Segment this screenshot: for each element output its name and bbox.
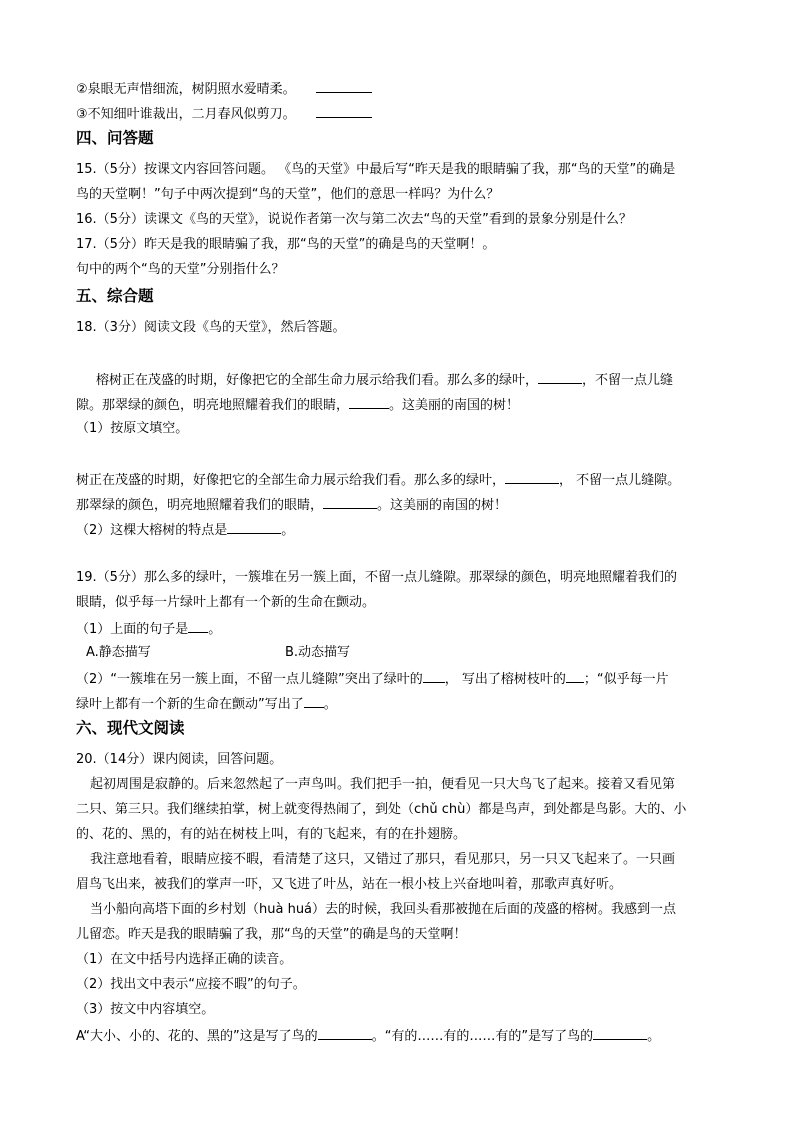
answer-blank[interactable] xyxy=(227,521,281,534)
question-15-line-1: 15.（5分）按课文内容回答问题。 《鸟的天堂》中最后写“昨天是我的眼睛骗了我，那“鸟的天堂”的确是 xyxy=(76,162,676,177)
poem-item-2: ②泉眼无声惜细流，树阴照水爱晴柔。 xyxy=(76,80,372,98)
q20-sub-3: （3）按文中内容填空。 xyxy=(76,1002,215,1017)
article-line-2: 二只、第三只。我们继续拍掌，树上就变得热闹了，到处（chǔ chù）都是鸟声，到处都是鸟影。大的、小 xyxy=(76,802,687,817)
passage-line-1: 榕树正在茂盛的时期，好像把它的全部生命力展示给我们看。那么多的绿叶， ，不留一点儿缝 xyxy=(96,373,674,388)
answer-blank[interactable] xyxy=(304,695,324,708)
answer-blank[interactable] xyxy=(505,471,559,484)
article-line-6: 当小船向高塔下面的乡村划（huà huá）去的时候，我回头看那被抛在后面的茂盛的榕树。我感到一点 xyxy=(90,902,677,917)
answer-blank[interactable] xyxy=(593,1027,647,1040)
section-6-title: 六、现代文阅读 xyxy=(76,719,185,737)
passage-line-2: 隙。那翠绿的颜色，明亮地照耀着我们的眼睛， 。这美丽的南国的树！ xyxy=(76,398,520,413)
section-5-title: 五、综合题 xyxy=(76,287,154,305)
answer-blank[interactable] xyxy=(188,620,208,633)
option-b[interactable]: B.动态描写 xyxy=(285,645,351,660)
answer-blank[interactable] xyxy=(538,371,582,384)
repeat-line-1: 树正在茂盛的时期，好像把它的全部生命力展示给我们看。那么多的绿叶， ， 不留一点儿缝隙。 xyxy=(76,473,681,488)
article-line-7: 儿留恋。昨天是我的眼睛骗了我，那“鸟的天堂”的确是鸟的天堂啊！ xyxy=(76,927,467,942)
poem-item-3: ③不知细叶谁裁出，二月春风似剪刀。 xyxy=(76,105,372,123)
option-a[interactable]: A.静态描写 xyxy=(86,645,151,660)
q19-sub-2-line-1: （2）“一簇堆在另一簇上面，不留一点儿缝隙”突出了绿叶的 ， 写出了榕树枝叶的 ；“似乎每一片 xyxy=(76,672,669,687)
article-line-4: 我注意地看着，眼睛应接不暇，看清楚了这只，又错过了那只，看见那只，另一只又飞起来了。一只画 xyxy=(90,852,676,867)
question-19-line-2: 眼睛，似乎每一片绿叶上都有一个新的生命在颤动。 xyxy=(76,595,376,610)
answer-blank[interactable] xyxy=(316,80,372,93)
q20-fill-a: A“大小、小的、花的、黑的”这是写了鸟的 。“有的……有的……有的”是写了鸟的 。 xyxy=(76,1029,661,1044)
q20-sub-1: （1）在文中括号内选择正确的读音。 xyxy=(76,952,293,967)
question-20: 20.（14分）课内阅读，回答问题。 xyxy=(76,752,283,767)
q20-sub-2: （2）找出文中表示“应接不暇”的句子。 xyxy=(76,977,306,992)
question-15-line-2: 鸟的天堂啊！”句子中两次提到“鸟的天堂”，他们的意思一样吗？为什么？ xyxy=(76,187,500,202)
answer-blank[interactable] xyxy=(323,496,377,509)
answer-blank[interactable] xyxy=(318,1027,372,1040)
repeat-line-2: 那翠绿的颜色，明亮地照耀着我们的眼睛， 。这美丽的南国的树！ xyxy=(76,498,508,513)
article-line-5: 眉鸟飞出来，被我们的掌声一吓，又飞进了叶丛，站在一根小枝上兴奋地叫着，那歌声真好听。 xyxy=(76,877,623,892)
q18-sub-2: （2）这棵大榕树的特点是 。 xyxy=(76,523,295,538)
q19-sub-1: （1）上面的句子是 。 xyxy=(76,622,222,637)
answer-blank[interactable] xyxy=(566,670,584,683)
q19-sub-2-line-2: 绿叶上都有一个新的生命在颤动”写出了 。 xyxy=(76,697,337,712)
article-line-1: 起初周围是寂静的。后来忽然起了一声鸟叫。我们把手一拍，便看见一只大鸟飞了起来。接着又看见第 xyxy=(90,777,676,792)
question-19-line-1: 19.（5分）那么多的绿叶，一簇堆在另一簇上面，不留一点儿缝隙。那翠绿的颜色，明亮地照耀着我们的 xyxy=(76,570,677,585)
question-17-line-2: 句中的两个“鸟的天堂”分别指什么？ xyxy=(76,262,285,277)
q18-sub-1: （1）按原文填空。 xyxy=(76,421,189,436)
question-16: 16.（5分）读课文《鸟的天堂》，说说作者第一次与第二次去“鸟的天堂”看到的景象分别是什么？ xyxy=(76,212,632,227)
article-line-3: 的、花的、黑的，有的站在树枝上叫，有的飞起来，有的在扑翅膀。 xyxy=(76,827,467,842)
answer-blank[interactable] xyxy=(349,396,389,409)
answer-blank[interactable] xyxy=(316,105,372,118)
section-4-title: 四、问答题 xyxy=(76,129,154,147)
question-18: 18.（3分）阅读文段《鸟的天堂》，然后答题。 xyxy=(76,320,346,335)
answer-blank[interactable] xyxy=(423,670,445,683)
question-17-line-1: 17.（5分）昨天是我的眼睛骗了我，那“鸟的天堂”的确是鸟的天堂啊！。 xyxy=(76,237,496,252)
